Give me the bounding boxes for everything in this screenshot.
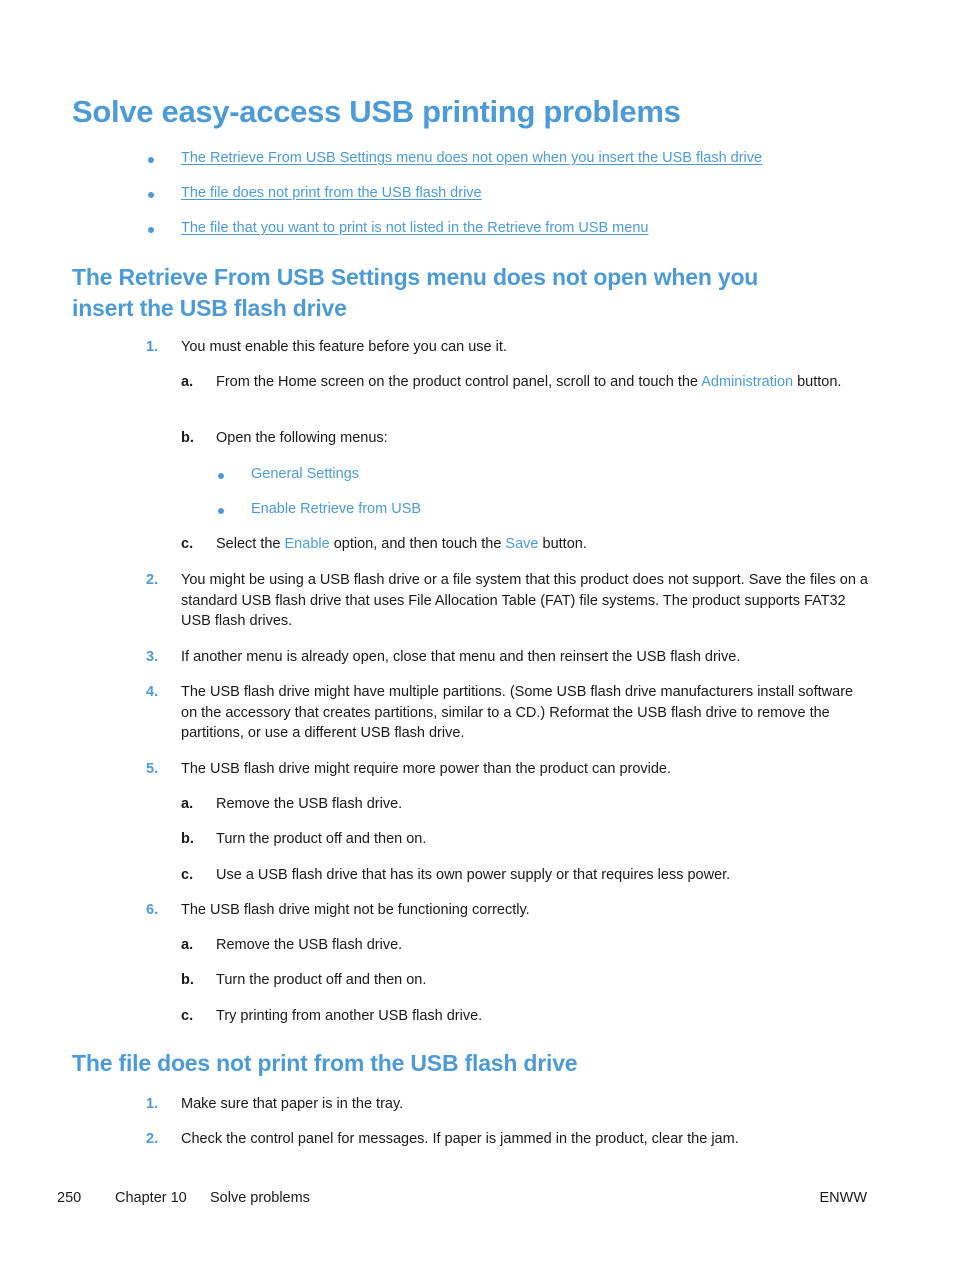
step-number: 2. [146, 1131, 159, 1147]
substep-text [216, 372, 856, 393]
substep-text [216, 534, 871, 555]
step-number: 3. [146, 649, 159, 665]
page-title: Solve easy-access USB printing problems [72, 94, 681, 129]
step-number: 4. [146, 684, 159, 700]
substep-text: Use a USB flash drive that has its own power supply or that requires less power. [216, 867, 731, 883]
step-text: Check the control panel for messages. If paper is jammed in the product, clear the jam. [181, 1131, 739, 1147]
chapter-title: Solve problems [210, 1190, 310, 1206]
substep-text: Remove the USB flash drive. [216, 796, 403, 812]
enable-link[interactable]: Enable [284, 536, 330, 552]
step-text: The USB flash drive might not be functioning correctly. [181, 902, 530, 918]
bullet-icon [148, 192, 154, 198]
substep-letter: a. [181, 374, 194, 390]
text: option, and then touch the [329, 536, 506, 552]
step-text: The USB flash drive might require more power than the product can provide. [181, 761, 672, 777]
step-text: You might be using a USB flash drive or a file system that this product does not support. Save the files on a standard USB flash drive that uses File Allocation Table (FAT) file systems. The product supports FAT32 USB flash drives. [181, 572, 868, 630]
substep-text: Try printing from another USB flash drive. [216, 1008, 483, 1024]
substep-letter: c. [181, 536, 194, 552]
text: button. [538, 536, 587, 552]
step-text: The USB flash drive might have multiple partitions. (Some USB flash drive manufacturers install software on the accessory that creates partitions, similar to a CD.) Reformat the USB flash drive to remove the partitions, or use a different USB flash drive. [181, 684, 854, 742]
step-number: 2. [146, 572, 159, 588]
page-number: 250 [57, 1190, 82, 1206]
heading-line: insert the USB flash drive [72, 295, 347, 321]
substep-letter: c. [181, 1008, 194, 1024]
bullet-icon [148, 227, 154, 233]
menu-general-settings[interactable]: General Settings [251, 466, 360, 482]
text: Select the [216, 536, 285, 552]
heading-line: The Retrieve From USB Settings menu does not open when you [72, 264, 759, 290]
administration-link[interactable]: Administration [701, 374, 794, 390]
text: From the Home screen on the product control panel, scroll to and touch the [216, 374, 702, 390]
chapter-label: Chapter 10 [115, 1190, 187, 1206]
substep-letter: b. [181, 831, 194, 847]
substep-text: Open the following menus: [216, 430, 388, 446]
step-number: 5. [146, 761, 159, 777]
substep-letter: a. [181, 937, 194, 953]
step-number: 1. [146, 1096, 159, 1112]
save-link[interactable]: Save [505, 536, 539, 552]
substep-letter: c. [181, 867, 194, 883]
substep-letter: b. [181, 430, 194, 446]
bullet-icon [218, 508, 224, 514]
bullet-icon [148, 157, 154, 163]
section-heading-retrieve-menu [72, 262, 872, 324]
substep-text: Turn the product off and then on. [216, 972, 427, 988]
substep-text: Turn the product off and then on. [216, 831, 427, 847]
step-text: Make sure that paper is in the tray. [181, 1096, 404, 1112]
toc-link-file-not-print[interactable]: The file does not print from the USB flash drive [181, 185, 482, 201]
substep-letter: b. [181, 972, 194, 988]
toc-link-retrieve-menu[interactable]: The Retrieve From USB Settings menu does not open when you insert the USB flash drive [181, 150, 763, 166]
section-heading-file-not-print: The file does not print from the USB flash drive [72, 1050, 578, 1076]
footer-enww: ENWW [819, 1190, 867, 1206]
step-number: 6. [146, 902, 159, 918]
step-text: If another menu is already open, close that menu and then reinsert the USB flash drive. [181, 649, 741, 665]
step-text: You must enable this feature before you can use it. [181, 339, 507, 355]
bullet-icon [218, 473, 224, 479]
menu-enable-retrieve[interactable]: Enable Retrieve from USB [251, 501, 422, 517]
step-number: 1. [146, 339, 159, 355]
substep-text: Remove the USB flash drive. [216, 937, 403, 953]
text: button. [793, 374, 842, 390]
toc-link-file-not-listed[interactable]: The file that you want to print is not listed in the Retrieve from USB menu [181, 220, 649, 236]
substep-letter: a. [181, 796, 194, 812]
